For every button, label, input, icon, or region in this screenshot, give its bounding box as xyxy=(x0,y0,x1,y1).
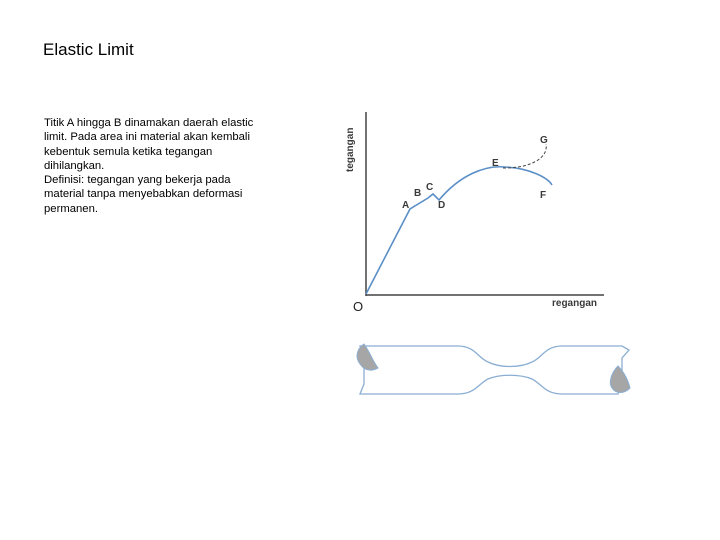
point-label-f: F xyxy=(540,190,547,201)
point-label-b: B xyxy=(414,188,422,199)
tensile-specimen xyxy=(357,344,630,394)
x-axis-label: regangan xyxy=(552,298,598,309)
stress-strain-curve xyxy=(366,167,552,294)
y-axis-label: tegangan xyxy=(345,127,356,172)
paragraph-definition: Definisi: tegangan yang bekerja pada material tanpa menyebabkan deformasi permanen. xyxy=(44,174,243,215)
specimen-outline xyxy=(360,346,629,394)
point-label-a: A xyxy=(402,200,410,211)
dashed-branch-e-to-g xyxy=(503,144,546,168)
slide-title: Elastic Limit xyxy=(43,40,134,59)
point-label-c: C xyxy=(426,182,434,193)
slide-body xyxy=(44,116,269,216)
point-label-d: D xyxy=(438,200,446,211)
point-label-g: G xyxy=(540,135,548,146)
stress-strain-svg xyxy=(330,100,650,420)
point-label-e: E xyxy=(492,158,499,169)
origin-label: O xyxy=(353,299,364,314)
stress-strain-figure xyxy=(330,100,650,420)
paragraph-elastic-region: Titik A hingga B dinamakan daerah elastic limit. Pada area ini material akan kembali kebentuk semula ketika tegangan dihilangkan. xyxy=(44,117,254,172)
